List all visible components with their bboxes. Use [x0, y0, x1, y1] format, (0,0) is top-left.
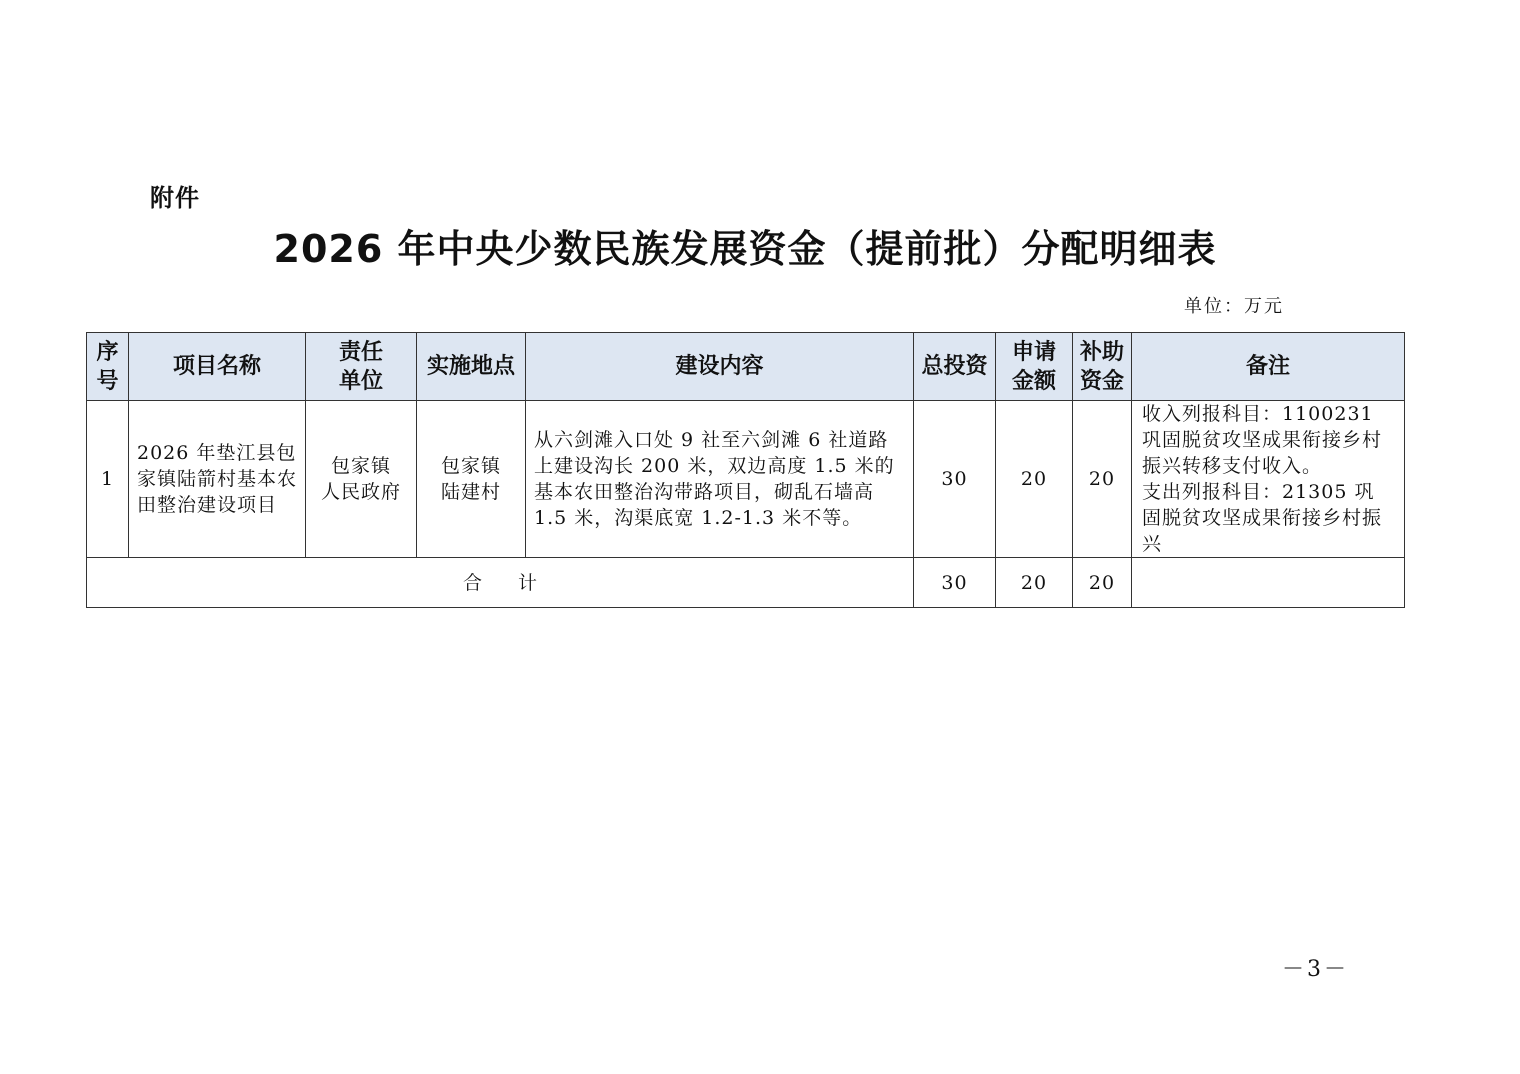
column-header-content: 建设内容: [526, 333, 914, 401]
column-header-location: 实施地点: [417, 333, 526, 401]
cell-applied-amount: 20: [996, 401, 1073, 558]
column-header-remarks: 备注: [1132, 333, 1405, 401]
total-investment-cell: 30: [914, 558, 996, 608]
cell-content: 从六剑滩入口处 9 社至六剑滩 6 社道路上建设沟长 200 米，双边高度 1.5 米的基本农田整治沟带路项目，砌乱石墙高 1.5 米，沟渠底宽 1.2-1.3 米不等。: [526, 401, 914, 558]
column-header-responsible-unit: 责任 单位: [306, 333, 417, 401]
cell-seq: 1: [87, 401, 129, 558]
cell-responsible-unit: 包家镇 人民政府: [306, 401, 417, 558]
document-title: 2026 年中央少数民族发展资金（提前批）分配明细表: [273, 227, 1217, 271]
total-subsidy-cell: 20: [1073, 558, 1132, 608]
column-header-total-investment: 总投资: [914, 333, 996, 401]
column-header-applied-amount: 申请 金额: [996, 333, 1073, 401]
column-header-seq: 序 号: [87, 333, 129, 401]
cell-total-investment: 30: [914, 401, 996, 558]
total-row: [87, 558, 1405, 608]
cell-project-name: 2026 年垫江县包家镇陆箭村基本农田整治建设项目: [129, 401, 306, 558]
unit-label: 单位：万元: [1184, 296, 1284, 317]
column-header-project-name: 项目名称: [129, 333, 306, 401]
table-header-row: [87, 333, 1405, 401]
table-row: [87, 401, 1405, 558]
cell-subsidy: 20: [1073, 401, 1132, 558]
total-applied-amount-cell: 20: [996, 558, 1073, 608]
cell-location: 包家镇 陆建村: [417, 401, 526, 558]
allocation-table: [86, 332, 1405, 608]
total-label: 合计: [462, 571, 573, 594]
cell-remarks: 收入列报科目：1100231 巩固脱贫攻坚成果衔接乡村振兴转移支付收入。 支出列报科目：21305 巩固脱贫攻坚成果衔接乡村振兴: [1132, 401, 1405, 558]
total-label-cell: [87, 558, 914, 608]
column-header-subsidy: 补助 资金: [1073, 333, 1132, 401]
page-number: －3－: [1282, 957, 1349, 982]
attachment-label: 附件: [150, 184, 200, 212]
total-remarks-cell: [1132, 558, 1405, 608]
